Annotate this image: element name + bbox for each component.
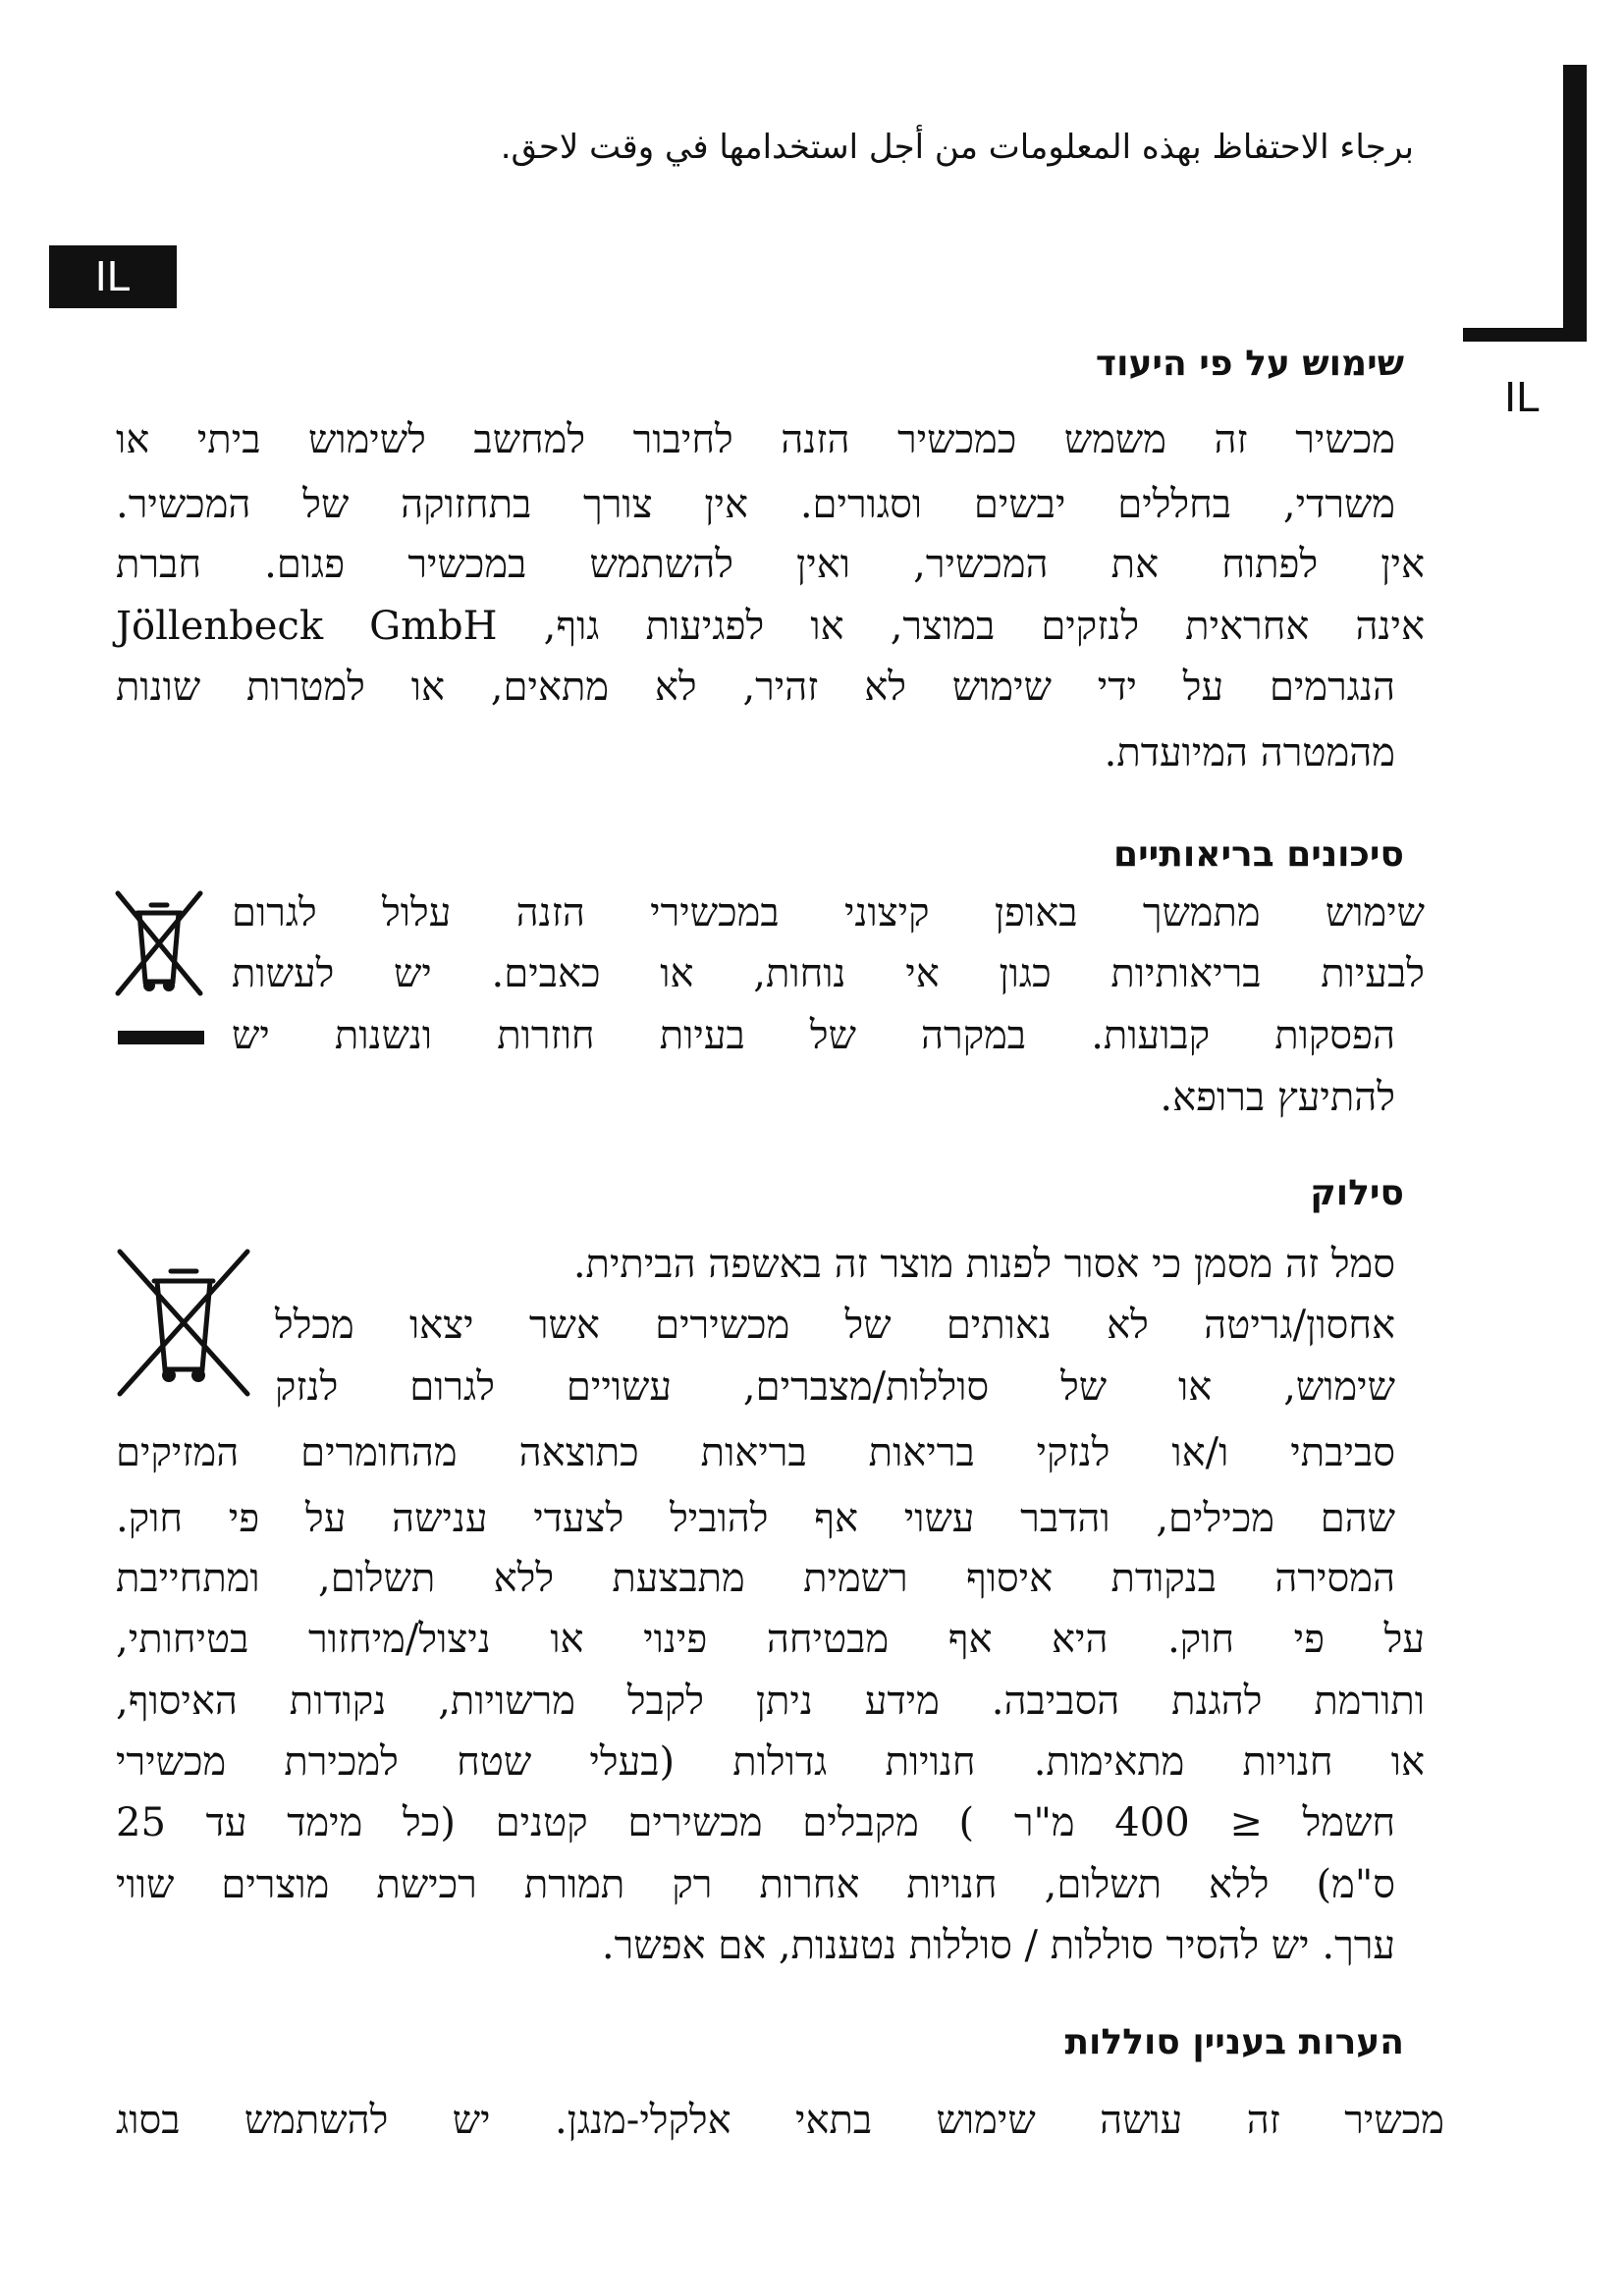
text-line: שימוש, או של סוללות/מצברים, עשויים לגרום לנזק [275, 1364, 1395, 1410]
text-line: ס"מ) ללא תשלום, חנויות אחרות רק תמורת רכישת מוצרים שווי [116, 1862, 1395, 1907]
text-line: אחסון/גריטה לא נאותים של מכשירים אשר יצאו מכלל [275, 1303, 1395, 1348]
arabic-keep-info-note: برجاء الاحتفاظ بهذه المعلومات من أجل استخدامها في وقت لاحق. [500, 128, 1414, 167]
text-line: אינה אחראית לנזקים במוצר, או לפגיעות גוף, Jöllenbeck GmbH [116, 604, 1425, 649]
text-line: מכשיר זה עושה שימוש בתאי אלקלי-מנגן. יש להשתמש בסוג [116, 2098, 1444, 2143]
text-line: שימוש מתמשך באופן קיצוני במכשירי הזנה עלול לגרום [232, 890, 1425, 935]
crossed-bin-icon [110, 883, 208, 1055]
text-line: ותורמת להגנת הסביבה. מידע ניתן לקבל מרשויות, נקודות האיסוף, [116, 1679, 1425, 1724]
section-heading-health-risks: סיכונים בריאותיים [1113, 834, 1404, 875]
section-heading-disposal: סילוק [1310, 1173, 1404, 1213]
text-line: אין לפתוח את המכשיר, ואין להשתמש במכשיר פגום. חברת [116, 542, 1425, 587]
text-line: מהמטרה המיועדת. [1104, 730, 1395, 775]
text-line: המסירה בנקודת איסוף רשמית מתבצעת ללא תשלום, ומתחייבת [116, 1556, 1395, 1601]
text-line: להתיעץ ברופא. [1160, 1075, 1395, 1120]
section-heading-battery-notes: הערות בעניין סוללות [1064, 2022, 1404, 2062]
page-corner-mark [1563, 65, 1587, 342]
language-label-box: IL [49, 245, 177, 308]
text-line: סמל זה מסמן כי אסור לפנות מוצר זה באשפה הביתית. [572, 1242, 1395, 1287]
section-heading-intended-use: שימוש על פי היעוד [1095, 344, 1404, 384]
text-line: או חנויות מתאימות. חנויות גדולות (בעלי שטח למכירת מכשירי [116, 1739, 1425, 1785]
text-line: לבעיות בריאותיות כגון אי נוחות, או כאבים. יש לעשות [232, 951, 1425, 996]
side-language-label: IL [1504, 373, 1541, 421]
text-line: מכשיר זה משמש כמכשיר הזנה לחיבור למחשב לשימוש ביתי או [116, 417, 1395, 462]
text-line: חשמל ≤ 400 מ"ר ) מקבלים מכשירים קטנים (כל מימד עד 25 [116, 1800, 1396, 1845]
text-line: סביבתי ו/או לנזקי בריאות בריאות כתוצאה מהחומרים המזיקים [116, 1430, 1395, 1475]
text-line: שהם מכילים, והדבר עשוי אף להוביל לצעדי ענישה על פי חוק. [116, 1496, 1395, 1541]
text-line: ערך. יש להסיר סוללות / סוללות נטענות, אם אפשר. [601, 1923, 1395, 1968]
text-line: הפסקות קבועות. במקרה של בעיות חוזרות ונשנות יש [232, 1013, 1395, 1058]
text-line: הנגרמים על ידי שימוש לא זהיר, לא מתאים, או למטרות שונות [116, 665, 1395, 710]
text-line: משרדי, בחללים יבשים וסגורים. אין צורך בתחזוקה של המכשיר. [116, 482, 1395, 527]
crossed-bin-icon [110, 1242, 257, 1409]
text-line: על פי חוק. היא אף מבטיחה פינוי או ניצול/מיחזור בטיחותי, [116, 1617, 1426, 1662]
page-corner-mark-base [1463, 328, 1587, 342]
